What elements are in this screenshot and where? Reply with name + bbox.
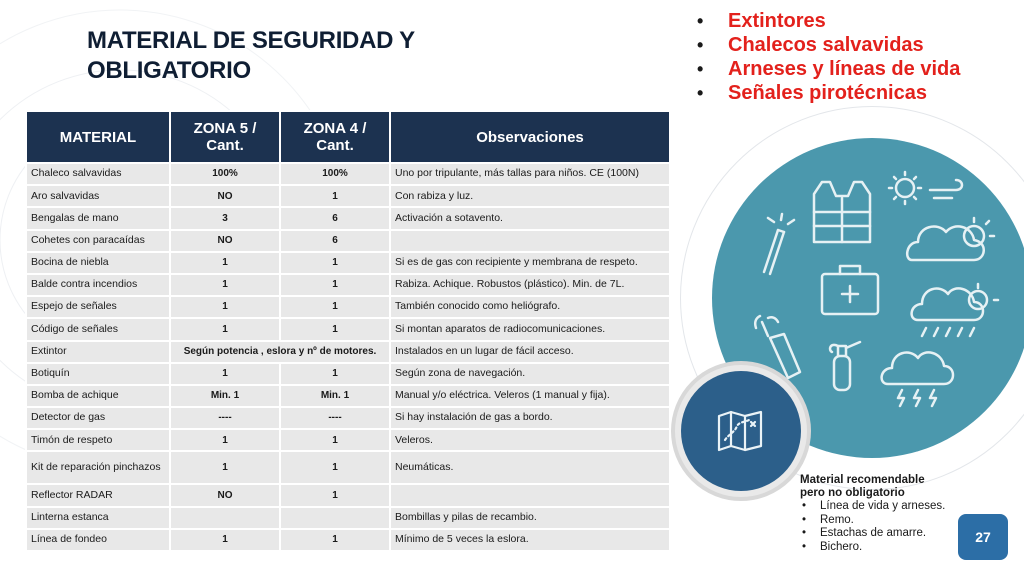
cloud-sun-icon: [907, 218, 994, 260]
recommended-title: Material recomendable pero no obligatorio: [800, 474, 925, 499]
cell-observaciones: Según zona de navegación.: [390, 363, 670, 385]
first-aid-kit-icon: [822, 266, 878, 314]
table-row: [26, 163, 670, 185]
cell-observaciones: [390, 230, 670, 252]
cell-material: Detector de gas: [26, 407, 170, 429]
table-row: [26, 341, 670, 363]
cell-zona-5: NO: [170, 484, 280, 506]
cell-observaciones: Si hay instalación de gas a bordo.: [390, 407, 670, 429]
table-row: [26, 296, 670, 318]
table-row: [26, 230, 670, 252]
cell-material: Línea de fondeo: [26, 529, 170, 551]
table-header-row: [26, 111, 670, 163]
cell-observaciones: Instalados en un lugar de fácil acceso.: [390, 341, 670, 363]
cell-material: Bengalas de mano: [26, 207, 170, 229]
cell-observaciones: Si es de gas con recipiente y membrana de respeto.: [390, 252, 670, 274]
table-row: [26, 363, 670, 385]
cell-material: Reflector RADAR: [26, 484, 170, 506]
title-line-1: MATERIAL DE SEGURIDAD Y: [87, 27, 415, 54]
cell-zona-4: 1: [280, 318, 390, 340]
bullet-item: • Arneses y líneas de vida: [697, 57, 960, 81]
cell-observaciones: También conocido como heliógrafo.: [390, 296, 670, 318]
map-icon: [715, 408, 767, 454]
cell-material: Aro salvavidas: [26, 185, 170, 207]
cell-material: Código de señales: [26, 318, 170, 340]
table-row: [26, 318, 670, 340]
cell-zona-5: 1: [170, 451, 280, 484]
table-row: [26, 274, 670, 296]
cell-zona-5: 1: [170, 252, 280, 274]
cell-zona-merged: Según potencia , eslora y nº de motores.: [170, 341, 390, 363]
cell-zona-4: ----: [280, 407, 390, 429]
cell-observaciones: Rabiza. Achique. Robustos (plástico). Min. de 7L.: [390, 274, 670, 296]
cell-zona-4: 1: [280, 185, 390, 207]
table-row: [26, 207, 670, 229]
bullet-item: • Chalecos salvavidas: [697, 33, 960, 57]
cell-observaciones: Bombillas y pilas de recambio.: [390, 507, 670, 529]
cell-material: Bomba de achique: [26, 385, 170, 407]
cell-zona-5: NO: [170, 230, 280, 252]
fire-extinguisher-icon: [830, 342, 860, 390]
cell-zona-5: [170, 507, 280, 529]
table-row: [26, 407, 670, 429]
cell-zona-4: 1: [280, 252, 390, 274]
table-row: [26, 507, 670, 529]
cell-zona-4: 6: [280, 207, 390, 229]
header-observaciones: Observaciones: [390, 111, 670, 163]
cell-material: Bocina de niebla: [26, 252, 170, 274]
cell-zona-5: 1: [170, 429, 280, 451]
bullet-item: • Extintores: [697, 9, 960, 33]
cell-zona-5: 1: [170, 529, 280, 551]
cell-material: Chaleco salvavidas: [26, 163, 170, 185]
cell-observaciones: Neumáticas.: [390, 451, 670, 484]
table-row: [26, 252, 670, 274]
cell-material: Cohetes con paracaídas: [26, 230, 170, 252]
recommended-material: [800, 474, 945, 554]
table-body: [26, 163, 670, 551]
cell-zona-4: 1: [280, 363, 390, 385]
cell-observaciones: Activación a sotavento.: [390, 207, 670, 229]
cell-zona-4: 1: [280, 274, 390, 296]
life-jacket-icon: [814, 182, 870, 242]
cell-zona-5: 1: [170, 296, 280, 318]
cell-zona-5: ----: [170, 407, 280, 429]
cell-material: Kit de reparación pinchazos: [26, 451, 170, 484]
cell-zona-5: 3: [170, 207, 280, 229]
cell-material: Extintor: [26, 341, 170, 363]
table-row: [26, 484, 670, 506]
cell-observaciones: Si montan aparatos de radiocomunicaciones.: [390, 318, 670, 340]
cloud-rain-sun-icon: [912, 284, 998, 336]
title-line-2: OBLIGATORIO: [87, 57, 251, 84]
flare-icon: [764, 214, 794, 274]
cell-observaciones: Veleros.: [390, 429, 670, 451]
sun-wind-icon: [889, 172, 962, 204]
cell-material: Botiquín: [26, 363, 170, 385]
cell-observaciones: Mínimo de 5 veces la eslora.: [390, 529, 670, 551]
cell-material: Balde contra incendios: [26, 274, 170, 296]
bullet-item: • Señales pirotécnicas: [697, 81, 960, 105]
list-item: • Remo.: [800, 514, 945, 528]
list-item: • Línea de vida y arneses.: [800, 500, 945, 514]
cell-zona-4: 1: [280, 484, 390, 506]
cell-material: Linterna estanca: [26, 507, 170, 529]
header-zona-5: ZONA 5 / Cant.: [170, 111, 280, 163]
cell-zona-4: Min. 1: [280, 385, 390, 407]
page-number-badge: 27: [958, 514, 1008, 560]
page-title: [87, 26, 415, 86]
cell-observaciones: [390, 484, 670, 506]
mandatory-items-list: [697, 9, 960, 105]
cell-zona-5: 100%: [170, 163, 280, 185]
table-row: [26, 529, 670, 551]
cell-zona-4: 1: [280, 451, 390, 484]
table-row: [26, 429, 670, 451]
list-item: • Bichero.: [800, 541, 945, 555]
header-material: MATERIAL: [26, 111, 170, 163]
header-zona-4: ZONA 4 / Cant.: [280, 111, 390, 163]
cell-zona-5: 1: [170, 318, 280, 340]
cell-zona-5: 1: [170, 274, 280, 296]
recommended-list: [800, 500, 945, 554]
cell-zona-4: 100%: [280, 163, 390, 185]
cell-observaciones: Uno por tripulante, más tallas para niños. CE (100N): [390, 163, 670, 185]
cell-material: Timón de respeto: [26, 429, 170, 451]
cell-observaciones: Manual y/o eléctrica. Veleros (1 manual y fija).: [390, 385, 670, 407]
cell-zona-4: [280, 507, 390, 529]
cell-zona-4: 1: [280, 296, 390, 318]
cell-observaciones: Con rabiza y luz.: [390, 185, 670, 207]
table-row: [26, 185, 670, 207]
storm-cloud-icon: [882, 352, 953, 406]
safety-material-table: [25, 110, 671, 552]
table-row: [26, 451, 670, 484]
cell-zona-4: 6: [280, 230, 390, 252]
list-item: • Estachas de amarre.: [800, 527, 945, 541]
cell-zona-4: 1: [280, 429, 390, 451]
cell-zona-4: 1: [280, 529, 390, 551]
table-row: [26, 385, 670, 407]
cell-zona-5: NO: [170, 185, 280, 207]
cell-zona-5: 1: [170, 363, 280, 385]
cell-material: Espejo de señales: [26, 296, 170, 318]
cell-zona-5: Min. 1: [170, 385, 280, 407]
